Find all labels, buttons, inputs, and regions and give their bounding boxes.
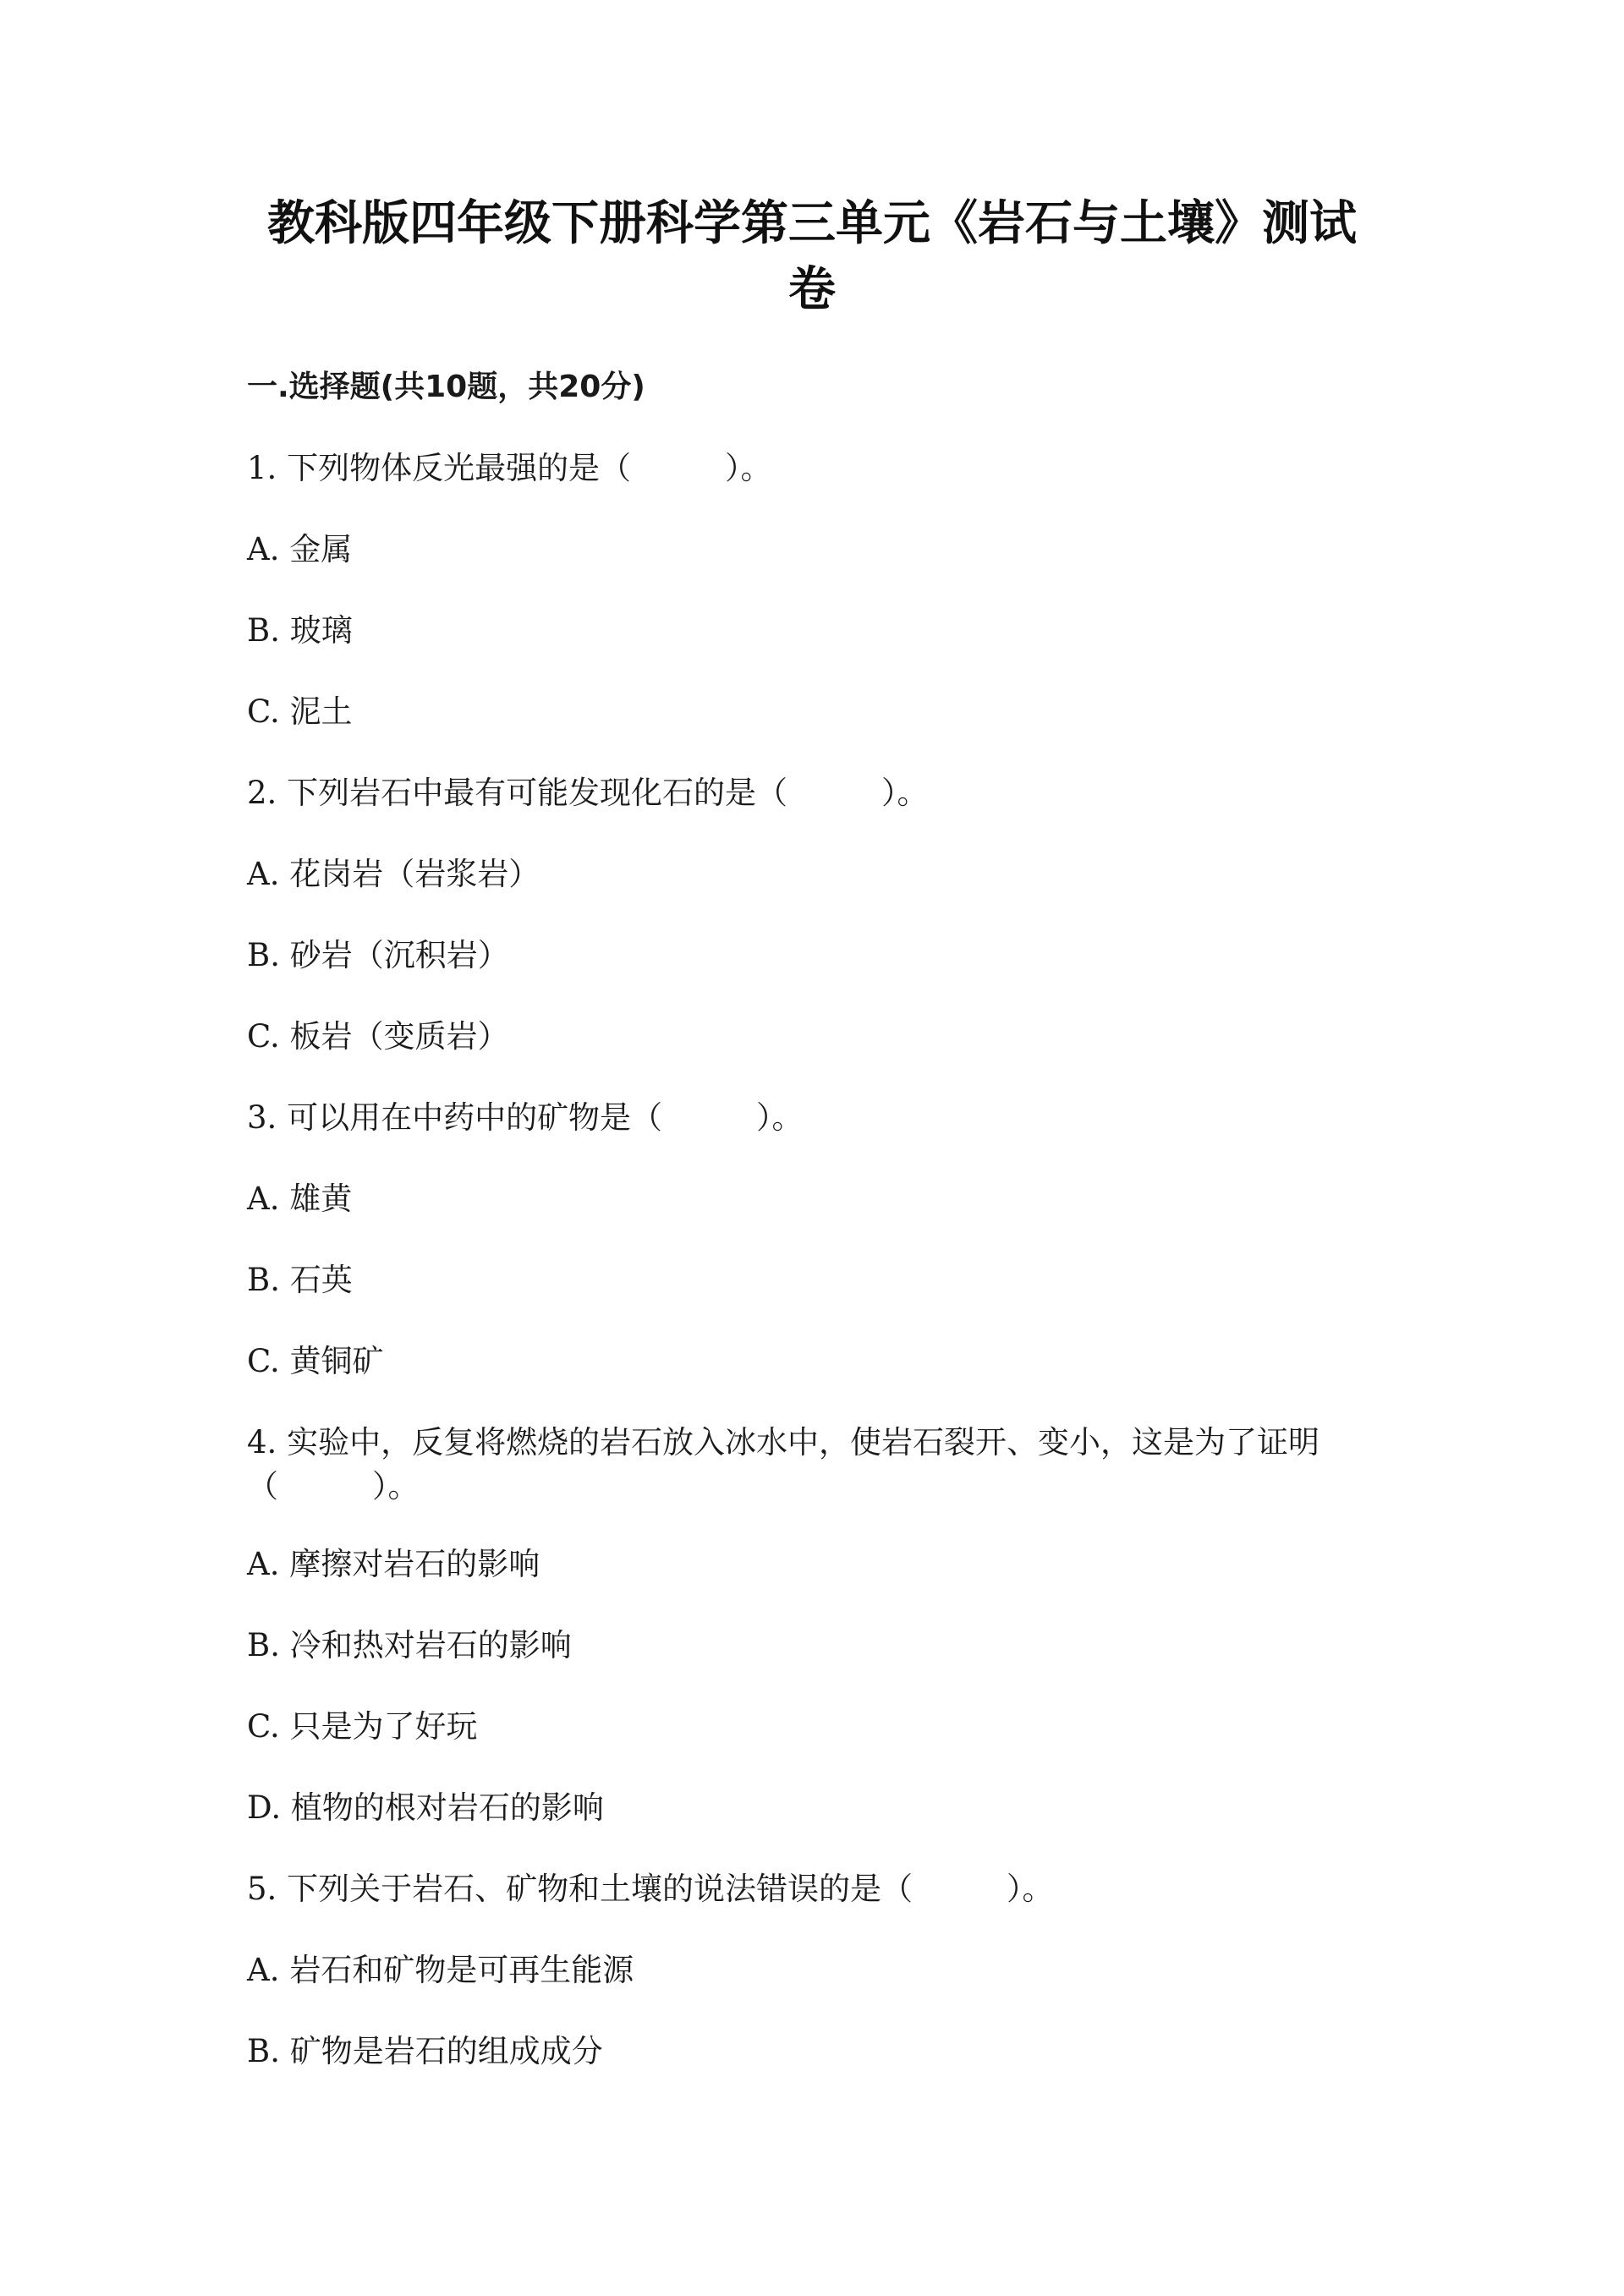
question-1-option-c: C. 泥土 bbox=[247, 693, 353, 730]
question-1-stem: 1. 下列物体反光最强的是（ ）。 bbox=[247, 450, 772, 486]
question-2-stem: 2. 下列岩石中最有可能发现化石的是（ ）。 bbox=[247, 775, 929, 811]
question-5-option-b: B. 矿物是岩石的组成成分 bbox=[247, 2033, 603, 2069]
question-2-option-a: A. 花岗岩（岩浆岩） bbox=[247, 856, 540, 892]
question-2-option-b: B. 砂岩（沉积岩） bbox=[247, 937, 509, 973]
question-5-stem: 5. 下列关于岩石、矿物和土壤的说法错误的是（ ）。 bbox=[247, 1871, 1054, 1907]
document-title: 教科版四年级下册科学第三单元《岩石与土壤》测试卷 bbox=[267, 196, 1357, 317]
question-3-stem: 3. 可以用在中药中的矿物是（ ）。 bbox=[247, 1099, 804, 1136]
question-2-option-c: C. 板岩（变质岩） bbox=[247, 1018, 509, 1055]
question-4-option-d: D. 植物的根对岩石的影响 bbox=[247, 1789, 604, 1826]
question-3-option-b: B. 石英 bbox=[247, 1262, 353, 1298]
question-5-option-a: A. 岩石和矿物是可再生能源 bbox=[247, 1952, 634, 1988]
question-1-option-a: A. 金属 bbox=[247, 531, 353, 567]
question-3-option-c: C. 黄铜矿 bbox=[247, 1343, 384, 1379]
section-heading: 一.选择题(共10题，共20分) bbox=[247, 370, 645, 404]
question-4-option-a: A. 摩擦对岩石的影响 bbox=[247, 1546, 540, 1582]
question-4-option-c: C. 只是为了好玩 bbox=[247, 1708, 478, 1745]
question-1-option-b: B. 玻璃 bbox=[247, 612, 353, 649]
question-4-option-b: B. 冷和热对岩石的影响 bbox=[247, 1627, 572, 1663]
question-3-option-a: A. 雄黄 bbox=[247, 1181, 353, 1217]
question-4-stem: 4. 实验中，反复将燃烧的岩石放入冰水中，使岩石裂开、变小，这是为了证明（ ）。 bbox=[247, 1424, 1320, 1504]
